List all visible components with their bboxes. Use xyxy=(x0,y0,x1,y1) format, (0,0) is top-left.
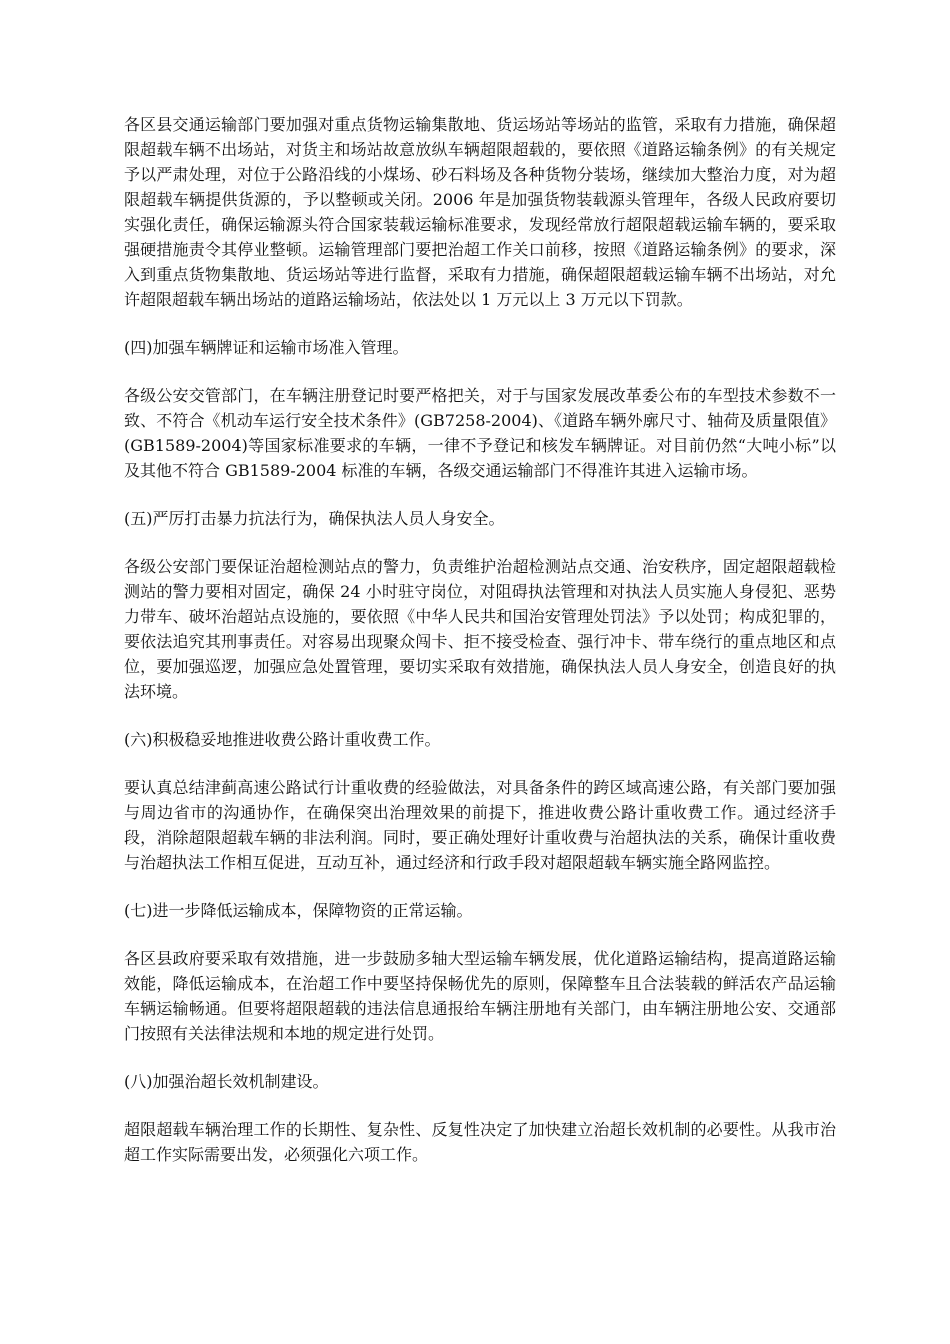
section-heading-4: (四)加强车辆牌证和运输市场准入管理。 xyxy=(124,338,409,357)
paragraph-weight-toll: 要认真总结津蓟高速公路试行计重收费的经验做法，对具备条件的跨区域高速公路，有关部门要加强与周边省市的沟通协作，在确保突出治理效果的前提下，推进收费公路计重收费工作。通过经济手段，消除超限超载车辆的非法利润。同时，要正确处理好计重收费与治超执法的关系，确保计重收费与治超执法工作相互促进，互动互补，通过经济和行政手段对超限超载车辆实施全路网监控。 xyxy=(124,778,836,872)
section-heading-6: (六)积极稳妥地推进收费公路计重收费工作。 xyxy=(124,730,441,749)
section-heading-5: (五)严厉打击暴力抗法行为，确保执法人员人身安全。 xyxy=(124,509,505,528)
paragraph-transport-cost: 各区县政府要采取有效措施，进一步鼓励多轴大型运输车辆发展，优化道路运输结构，提高道路运输效能，降低运输成本，在治超工作中要坚持保畅优先的原则，保障整车且合法装载的鲜活农产品运输车辆运输畅通。但要将超限超载的违法信息通报给车辆注册地有关部门，由车辆注册地公安、交通部门按照有关法律法规和本地的规定进行处罚。 xyxy=(124,949,836,1043)
paragraph-enforcement-safety: 各级公安部门要保证治超检测站点的警力，负责维护治超检测站点交通、治安秩序，固定超限超载检测站的警力要相对固定，确保 24 小时驻守岗位，对阻碍执法管理和对执法人员实施人身侵犯、恶势力带车、破坏治超站点设施的，要依照《中华人民共和国治安管理处罚法》予以处罚；构成犯罪的，要依法追究其刑事责任。对容易出现聚众闯卡、拒不接受检查、强行冲卡、带车绕行的重点地区和点位，要加强巡逻，加强应急处置管理，要切实采取有效措施，确保执法人员人身安全，创造良好的执法环境。 xyxy=(124,557,836,701)
paragraph-long-term-mechanism: 超限超载车辆治理工作的长期性、复杂性、反复性决定了加快建立治超长效机制的必要性。从我市治超工作实际需要出发，必须强化六项工作。 xyxy=(124,1120,836,1164)
paragraph-vehicle-registration: 各级公安交管部门，在车辆注册登记时要严格把关，对于与国家发展改革委公布的车型技术参数不一致、不符合《机动车运行安全技术条件》(GB7258-2004)、《道路车辆外廓尺寸、轴荷及质量限值》(GB1589-2004)等国家标准要求的车辆，一律不予登记和核发车辆牌证。对目前仍然“大吨小标”以及其他不符合 GB1589-2004 标准的车辆，各级交通运输部门不得准许其进入运输市场。 xyxy=(124,386,836,480)
section-heading-8: (八)加强治超长效机制建设。 xyxy=(124,1072,329,1091)
section-heading-7: (七)进一步降低运输成本，保障物资的正常运输。 xyxy=(124,901,473,920)
paragraph-source-control: 各区县交通运输部门要加强对重点货物运输集散地、货运场站等场站的监管，采取有力措施，确保超限超载车辆不出场站，对货主和场站故意放纵车辆超限超载的，要依照《道路运输条例》的有关规定予以严肃处理，对位于公路沿线的小煤场、砂石料场及各种货物分装场，继续加大整治力度，对为超限超载车辆提供货源的，予以整顿或关闭。2006 年是加强货物装载源头管理年，各级人民政府要切实强化责任，确保运输源头符合国家装载运输标准要求，发现经常放行超限超载运输车辆的，要采取强硬措施责令其停业整顿。运输管理部门要把治超工作关口前移，按照《道路运输条例》的要求，深入到重点货物集散地、货运场站等进行监督，采取有力措施，确保超限超载运输车辆不出场站，对允许超限超载车辆出场站的道路运输场站，依法处以 1 万元以上 3 万元以下罚款。 xyxy=(124,115,836,309)
document-page xyxy=(124,112,836,1190)
